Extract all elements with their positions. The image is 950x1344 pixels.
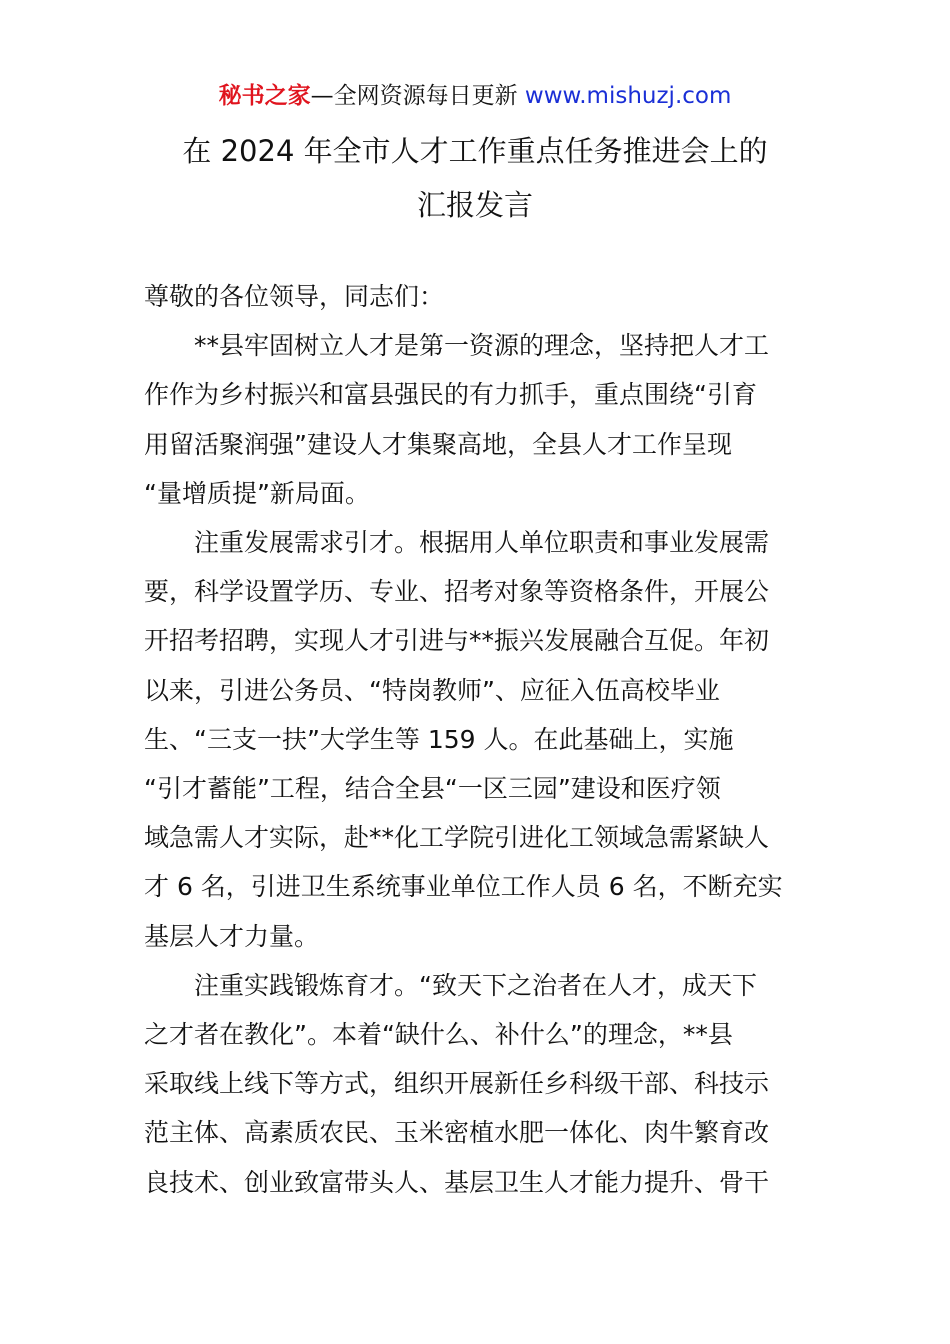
body-line: 才 6 名，引进卫生系统事业单位工作人员 6 名，不断充实	[144, 872, 783, 902]
body-line: 范主体、高素质农民、玉米密植水肥一体化、肉牛繁育改	[144, 1118, 770, 1148]
site-header	[0, 80, 950, 112]
body-line: 注重发展需求引才。根据用人单位职责和事业发展需	[194, 528, 770, 558]
body-line: 基层人才力量。	[144, 921, 320, 951]
body-line: 注重实践锻炼育才。“致天下之治者在人才，成天下	[194, 970, 757, 1000]
body-line: 良技术、创业致富带头人、基层卫生人才能力提升、骨干	[144, 1167, 770, 1197]
document-body	[144, 272, 808, 1207]
title-line-1: 在 2024 年全市人才工作重点任务推进会上的	[182, 134, 768, 168]
body-line: 作作为乡村振兴和富县强民的有力抓手，重点围绕“引育	[144, 380, 757, 410]
body-line: 用留活聚润强”建设人才集聚高地，全县人才工作呈现	[144, 429, 732, 459]
site-url-link[interactable]: www.mishuzj.com	[524, 83, 732, 109]
document-title	[95, 124, 855, 232]
brand-name: 秘书之家	[218, 83, 311, 109]
body-line: 域急需人才实际，赴**化工学院引进化工领域急需紧缺人	[144, 823, 770, 853]
body-line: 采取线上线下等方式，组织开展新任乡科级干部、科技示	[144, 1069, 770, 1099]
body-line: “量增质提”新局面。	[144, 478, 370, 508]
body-line: 生、“三支一扶”大学生等 159 人。在此基础上，实施	[144, 724, 734, 754]
body-line: **县牢固树立人才是第一资源的理念，坚持把人才工	[194, 331, 770, 361]
body-line: 以来，引进公务员、“特岗教师”、应征入伍高校毕业	[144, 675, 720, 705]
title-line-2: 汇报发言	[416, 188, 533, 222]
body-line: 开招考招聘，实现人才引进与**振兴发展融合互促。年初	[144, 626, 770, 656]
header-tagline: —全网资源每日更新	[310, 83, 518, 109]
body-line: 要，科学设置学历、专业、招考对象等资格条件，开展公	[144, 577, 770, 607]
body-line: 之才者在教化”。本着“缺什么、补什么”的理念，**县	[144, 1020, 733, 1050]
body-line: “引才蓄能”工程，结合全县“一区三园”建设和医疗领	[144, 774, 721, 804]
salutation: 尊敬的各位领导，同志们：	[144, 282, 445, 311]
